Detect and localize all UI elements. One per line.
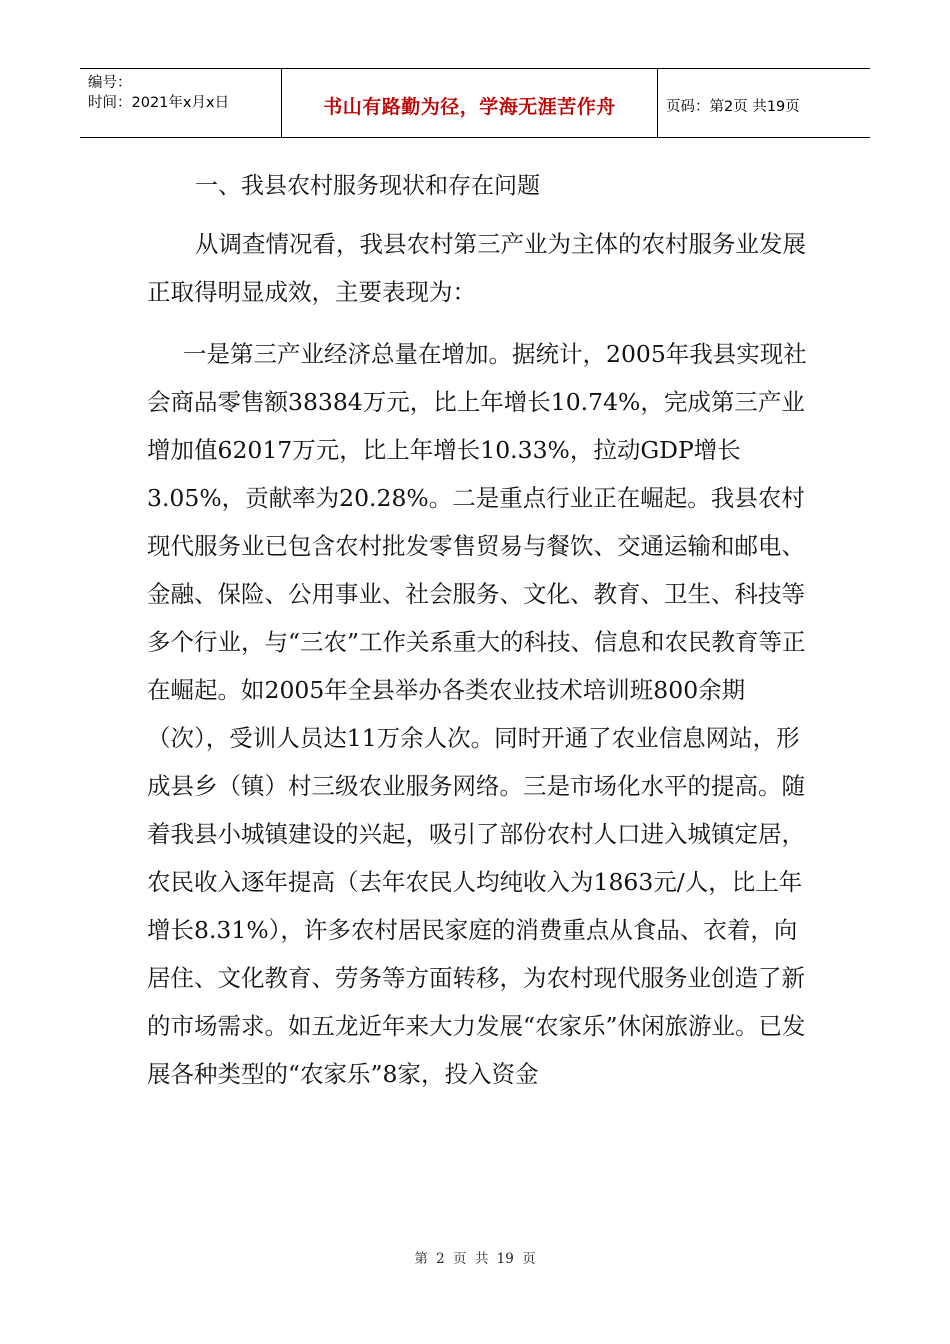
header-meta-cell (80, 69, 282, 137)
serial-number-label: 编号： (88, 75, 132, 91)
page-footer: 第 2 页 共 19 页 (414, 1251, 536, 1267)
document-header (80, 68, 870, 138)
body-paragraph: 一是第三产业经济总量在增加。据统计，2005年我县实现社会商品零售额38384万元，比上年增长10.74%，完成第三产业增加值62017万元，比上年增长10.33%，拉动GDP增长3.05%，贡献率为20.28%。二是重点行业正在崛起。我县农村现代服务业已包含农村批发零售贸易与餐饮、交通运输和邮电、金融、保险、公用事业、社会服务、文化、教育、卫生、科技等多个行业，与“三农”工作关系重大的科技、信息和农民教育等正在崛起。如2005年全县举办各类农业技术培训班800余期（次），受训人员达11万余人次。同时开通了农业信息网站，形成县乡（镇）村三级农业服务网络。三是市场化水平的提高。随着我县小城镇建设的兴起，吸引了部份农村人口进入城镇定居，农民收入逐年提高（去年农民人均纯收入为1863元/人，比上年增长8.31%），许多农村居民家庭的消费重点从食品、衣着，向居住、文化教育、劳务等方面转移，为农村现代服务业创造了新的市场需求。如五龙近年来大力发展“农家乐”休闲旅游业。已发展各种类型的“农家乐”8家，投入资金 (147, 340, 807, 1088)
header-motto: 书山有路勤为径，学海无涯苦作舟 (282, 69, 658, 137)
header-page-info: 页码：第2页 共19页 (666, 98, 800, 115)
intro-paragraph: 从调查情况看，我县农村第三产业为主体的农村服务业发展正取得明显成效，主要表现为： (147, 230, 806, 306)
section-heading: 一、我县农村服务现状和存在问题 (195, 173, 540, 199)
date-label: 时间：2021年x月x日 (88, 95, 230, 111)
document-body (147, 160, 807, 1098)
